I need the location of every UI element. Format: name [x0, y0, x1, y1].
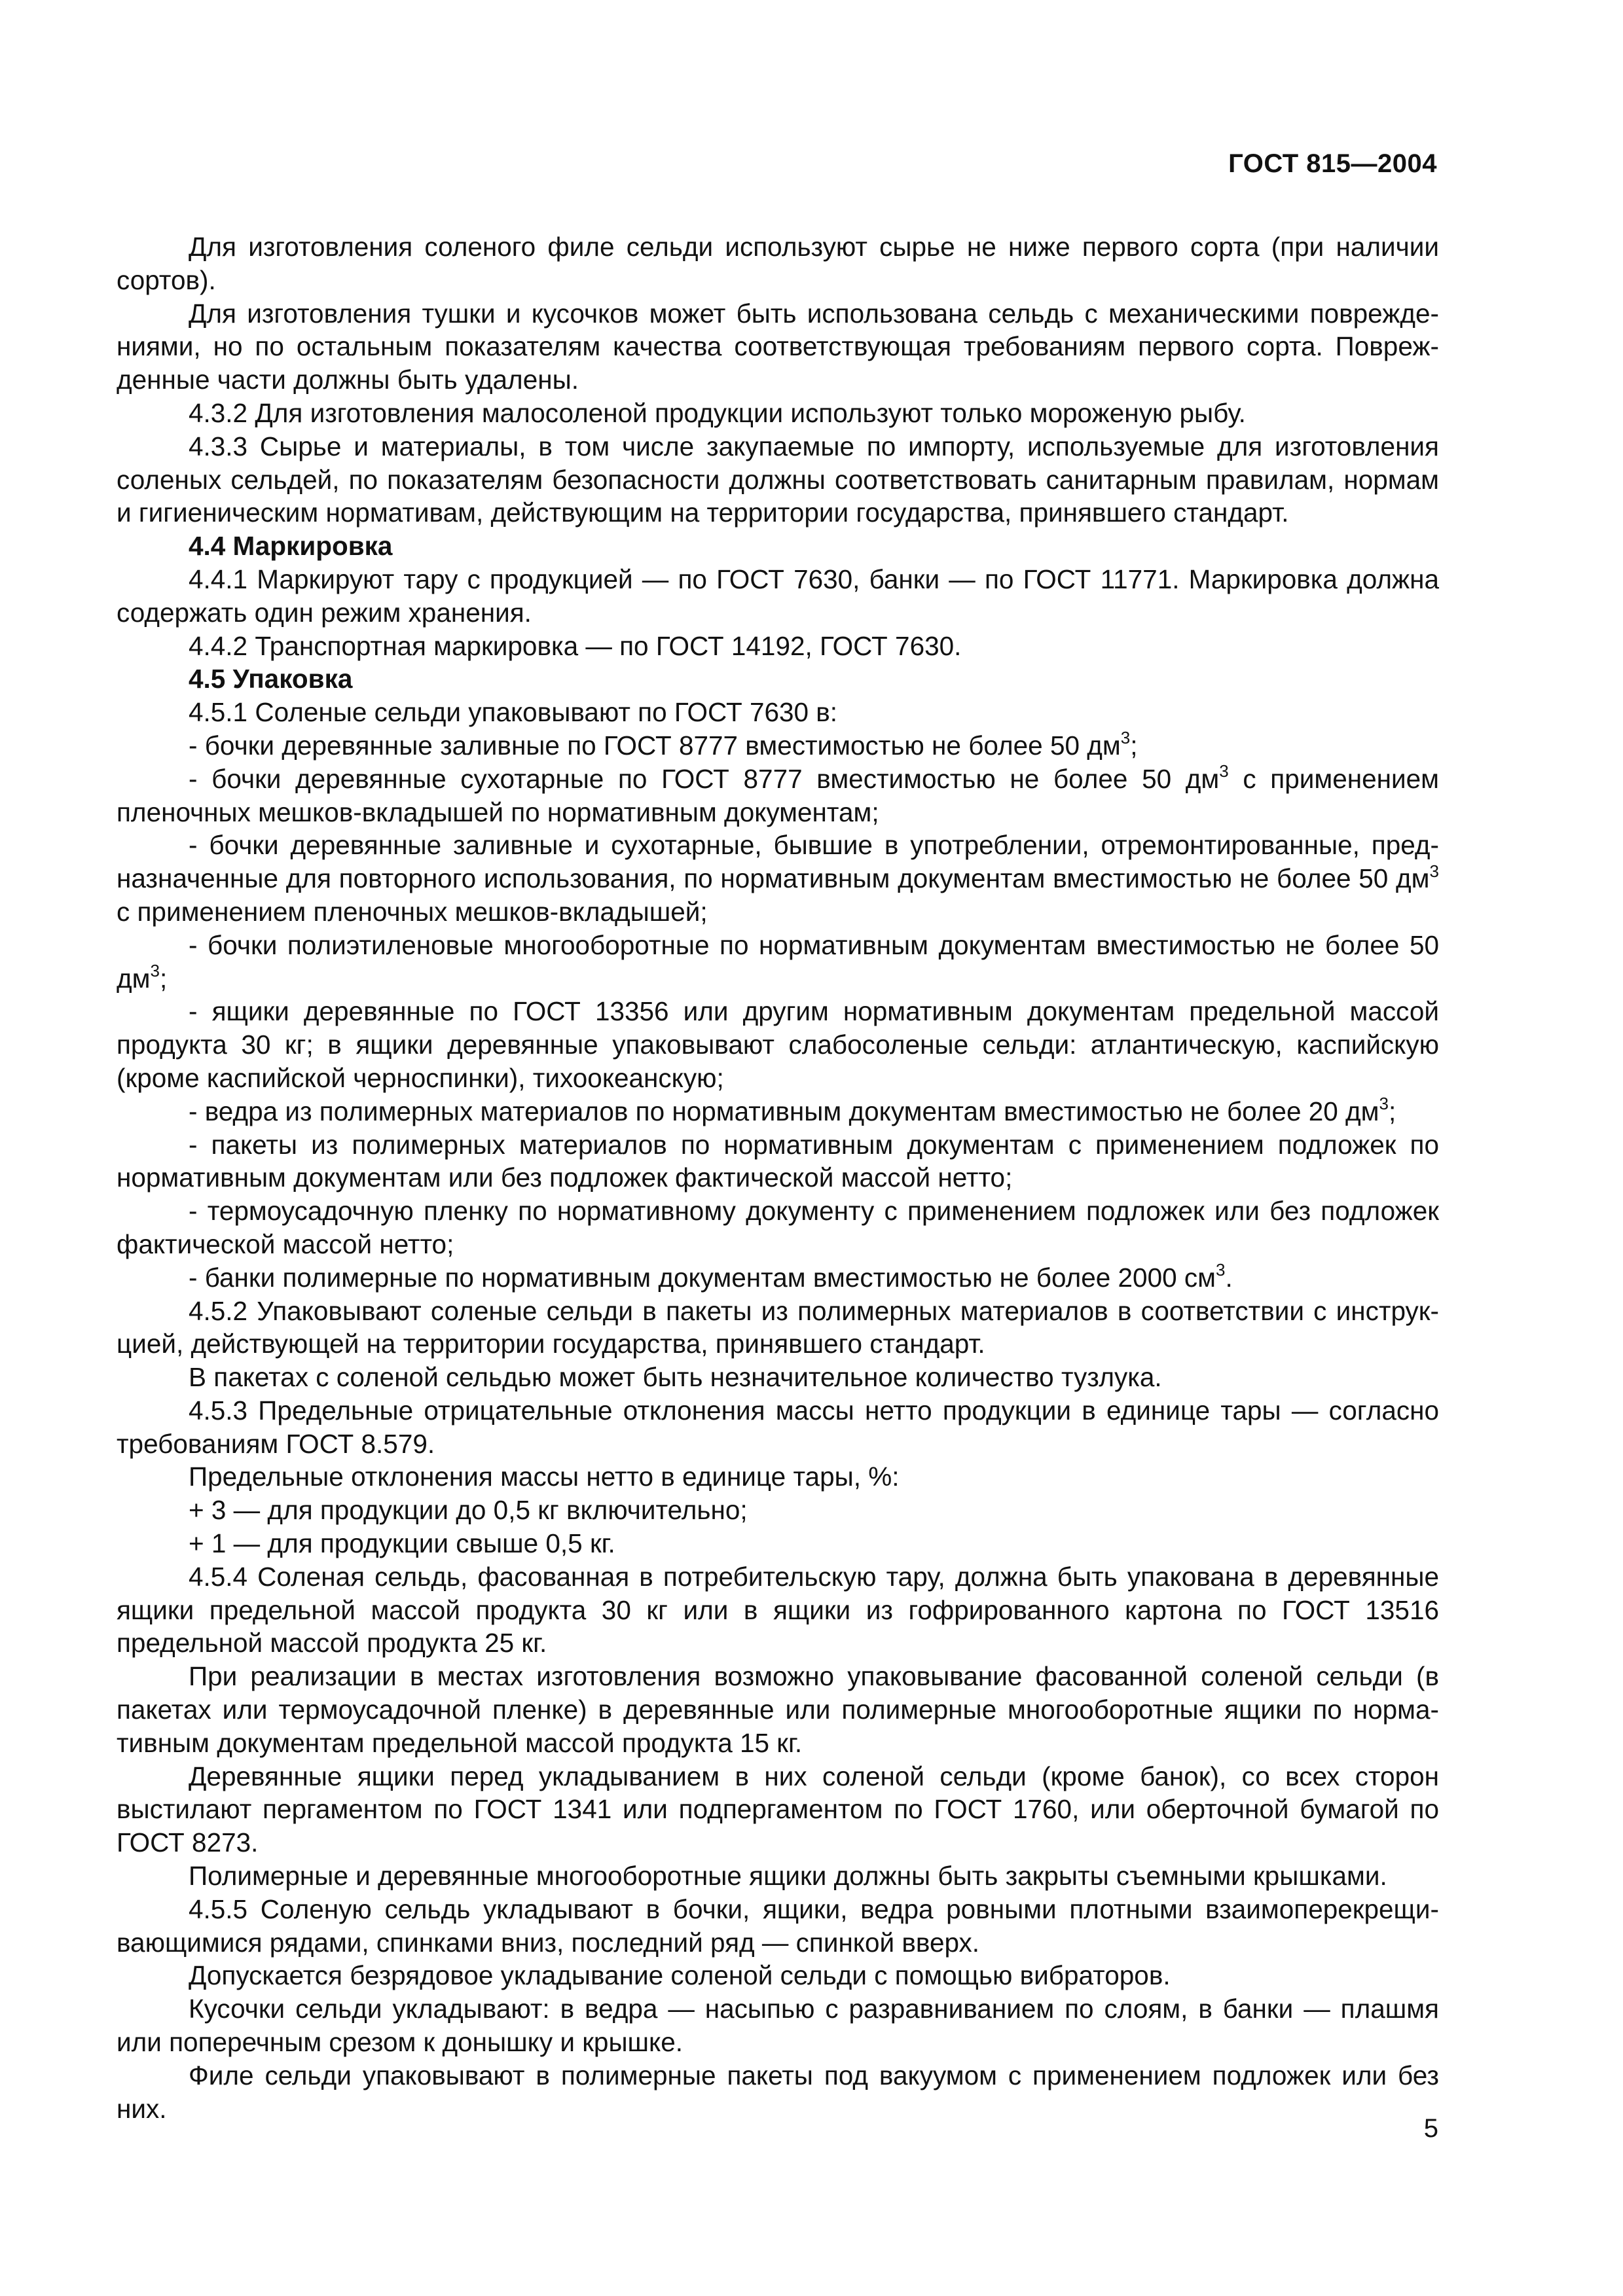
punctuation: ;: [159, 963, 168, 994]
paragraph: 4.3.3 Сырье и материалы, в том числе закупаемые по импорту, используемые для изготовления соленых сельдей, по показателям безопасности должны соответствовать санитарным правилам, нормам и гигиеническим нормативам, действующим на территории государства, принявшего стандарт.: [117, 431, 1439, 528]
paragraph: 4.5.3 Предельные отрицательные отклонения массы нетто продукции в единице тары — согласно требованиям ГОСТ 8.579.: [117, 1395, 1439, 1459]
superscript: 3: [1429, 861, 1439, 881]
paragraph: Для изготовления тушки и кусочков может быть использована сельдь с механическими повреждениями, но по остальным показателям качества соответствующая требованиям первого сорта. Поврежденные части должны быть удалены.: [117, 298, 1439, 395]
list-item: - ящики деревянные по ГОСТ 13356 или другим нормативным документам предельной массой продукта 30 кг; в ящики деревянные упаковывают слабосоленые сельди: атлантическую, каспийскую (кроме каспийской черноспинки), тихоокеанскую;: [117, 996, 1439, 1093]
paragraph: Полимерные и деревянные многооборотные ящики должны быть закрыты съемными крышками.: [189, 1861, 1387, 1892]
list-item: [117, 1095, 1439, 1128]
document-header: ГОСТ 815—2004: [1228, 149, 1437, 178]
superscript: 3: [1219, 761, 1229, 781]
paragraph: Для изготовления соленого филе сельди используют сырье не ниже первого сорта (при наличии сортов).: [117, 232, 1439, 295]
paragraph: 4.5.2 Упаковывают соленые сельди в пакеты из полимерных материалов в соответствии с инструкцией, действующей на территории государства, принявшего стандарт.: [117, 1295, 1439, 1359]
paragraph: Филе сельди упаковывают в полимерные пакеты под вакуумом с применением подложек или без них.: [117, 2060, 1439, 2124]
paragraph: Кусочки сельди укладывают: в ведра — насыпью с разравниванием по слоям, в банки — плашмя или поперечным срезом к донышку и крышке.: [117, 1994, 1439, 2058]
list-item-text: - бочки деревянные заливные по ГОСТ 8777 вместимостью не более 50 дм: [189, 730, 1121, 761]
punctuation: ;: [1130, 730, 1138, 761]
paragraph: 4.5.1 Соленые сельди упаковывают по ГОСТ 7630 в:: [189, 697, 838, 728]
superscript: 3: [150, 961, 160, 981]
superscript: 3: [1379, 1094, 1389, 1114]
list-item-text: - бочки полиэтиленовые многооборотные по нормативным документам вместимостью не более 50 дм: [117, 929, 1439, 994]
punctuation: ;: [1388, 1096, 1396, 1126]
paragraph: 4.5.4 Соленая сельдь, фасованная в потребительскую тару, должна быть упакована в деревянные ящики предельной массой продукта 30 кг или в ящики из гофрированного картона по ГОСТ 13516 предельной массой продукта 25 кг.: [117, 1561, 1439, 1659]
page-number: 5: [1423, 2114, 1438, 2143]
list-item-text: с применением пленочных мешков-вкладышей;: [117, 896, 708, 927]
paragraph: 4.4.1 Маркируют тару с продукцией — по ГОСТ 7630, банки — по ГОСТ 11771. Маркировка должна содержать один режим хранения.: [117, 564, 1439, 628]
list-item: [117, 729, 1439, 762]
paragraph: 4.4.2 Транспортная маркировка — по ГОСТ 14192, ГОСТ 7630.: [189, 630, 962, 661]
list-item-text: с применением пленочных мешков-вкладышей по нормативным документам;: [117, 763, 1439, 827]
list-item-text: - ведра из полимерных материалов по нормативным документам вместимостью не более 20 дм: [189, 1096, 1379, 1126]
list-item: [117, 1261, 1439, 1295]
paragraph: При реализации в местах изготовления возможно упаковывание фасованной соленой сельди (в пакетах или термоусадочной пленке) в деревянные или полимерные многооборотные ящики по нормативным документам предельной массой продукта 15 кг.: [117, 1661, 1439, 1758]
list-item: [117, 829, 1439, 928]
paragraph: + 1 — для продукции свыше 0,5 кг.: [189, 1528, 615, 1559]
list-item: - пакеты из полимерных материалов по нормативным документам с применением подложек по нормативным документам или без подложек фактической массой нетто;: [117, 1129, 1439, 1193]
superscript: 3: [1120, 728, 1131, 748]
list-item-text: - бочки деревянные сухотарные по ГОСТ 8777 вместимостью не более 50 дм: [189, 763, 1220, 794]
list-item-text: - банки полимерные по нормативным документам вместимостью не более 2000 см: [189, 1262, 1216, 1293]
list-item: [117, 929, 1439, 996]
paragraph: Предельные отклонения массы нетто в единице тары, %:: [189, 1462, 900, 1492]
list-item: - термоусадочную пленку по нормативному документу с применением подложек или без подложек фактической массой нетто;: [117, 1196, 1439, 1259]
section-heading-marking: 4.4 Маркировка: [189, 531, 393, 562]
paragraph: Деревянные ящики перед укладыванием в них соленой сельди (кроме банок), со всех сторон выстилают пергаментом по ГОСТ 1341 или подпергаментом по ГОСТ 1760, или оберточной бумагой по ГОСТ 8273.: [117, 1761, 1439, 1858]
document-body: [117, 230, 1439, 2125]
list-item-text: - бочки деревянные заливные и сухотарные, бывшие в употреблении, отремонтированные, предназначенные для повторного использования, по нормативным документам вместимостью не более 50 дм: [117, 830, 1439, 894]
paragraph: 4.5.5 Соленую сельдь укладывают в бочки, ящики, ведра ровными плотными взаимоперекрещивающимися рядами, спинками вниз, последний ряд — спинкой вверх.: [117, 1893, 1439, 1958]
paragraph: Допускается безрядовое укладывание соленой сельди с помощью вибраторов.: [189, 1960, 1171, 1991]
superscript: 3: [1215, 1260, 1226, 1280]
paragraph: 4.3.2 Для изготовления малосоленой продукции используют только мороженую рыбу.: [189, 397, 1246, 428]
section-heading-packaging: 4.5 Упаковка: [189, 664, 353, 694]
punctuation: .: [1225, 1262, 1233, 1293]
list-item: [117, 762, 1439, 829]
paragraph: В пакетах с соленой сельдью может быть незначительное количество тузлука.: [189, 1362, 1162, 1393]
paragraph: + 3 — для продукции до 0,5 кг включительно;: [189, 1495, 748, 1526]
